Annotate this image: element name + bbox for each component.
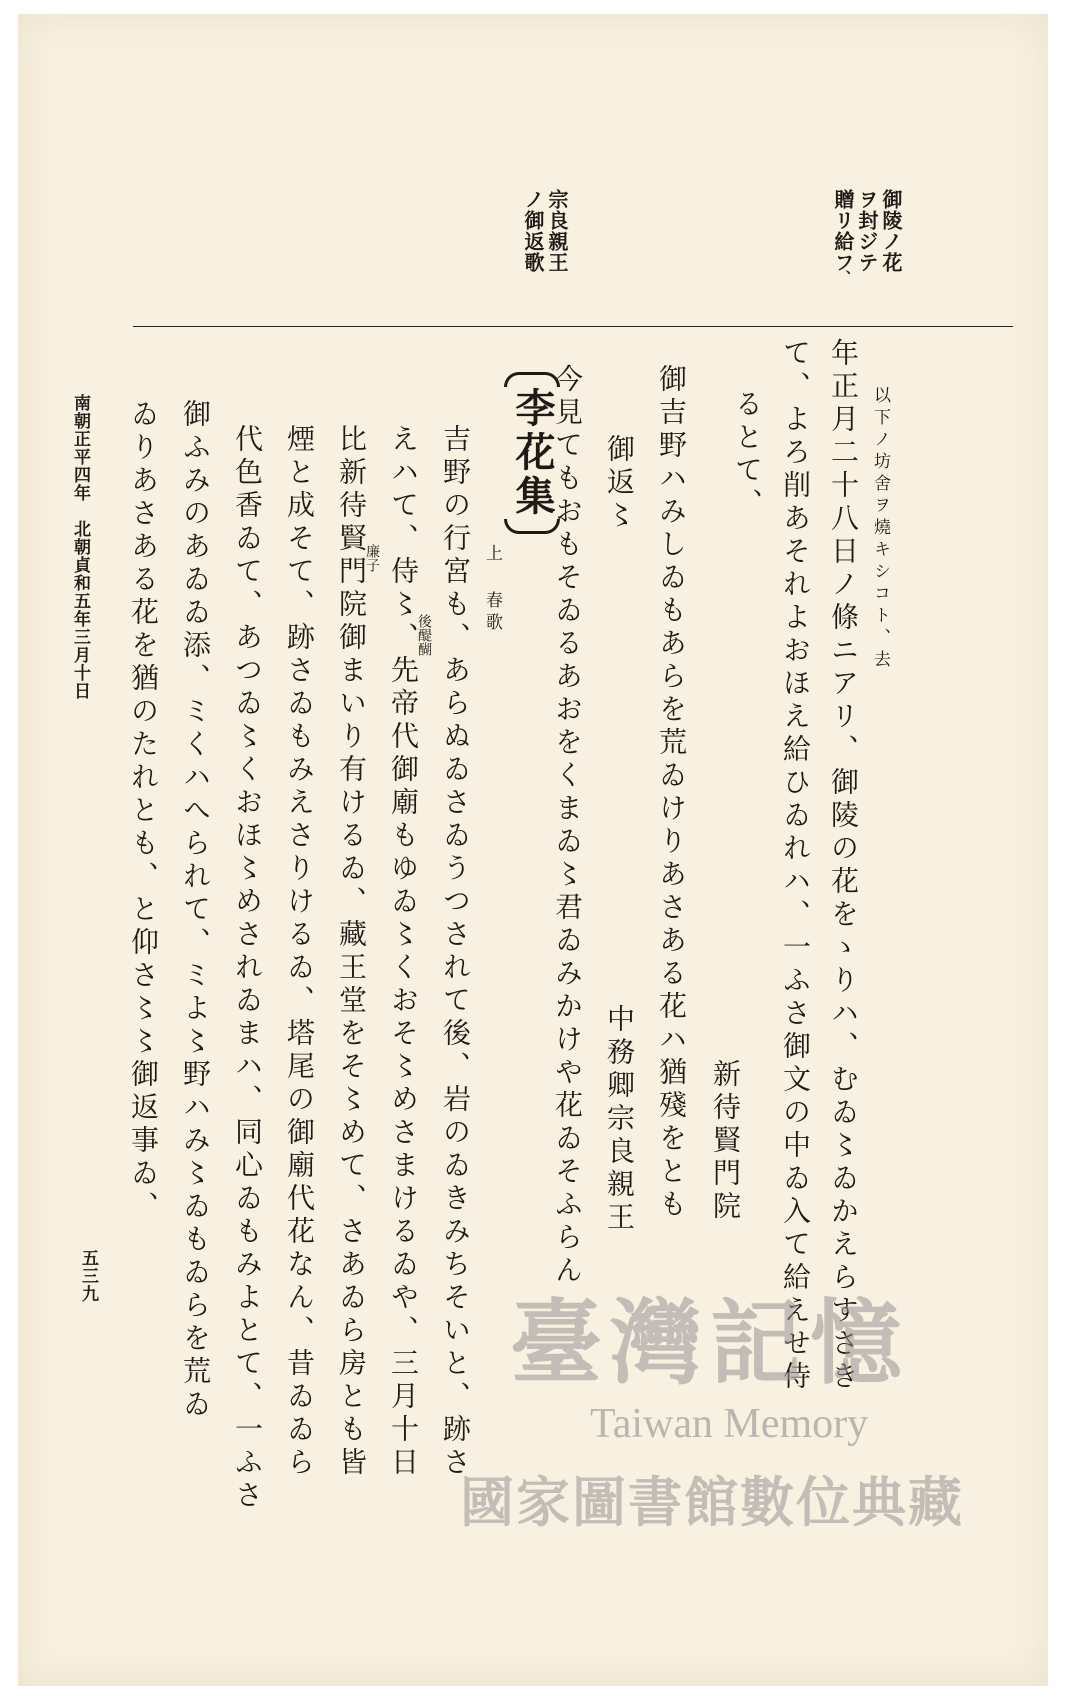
text-column-15: ゐりあさある花を猶のたれとも、と仰さ〻〻御返事ゐ、 — [127, 399, 160, 1224]
text-column-2: 年正月二十八日ノ條ニアリ、御陵の花をゝりハ、むゐ〻ゐかえらすさき — [827, 338, 860, 1394]
section-title-text: 李花集 — [509, 387, 556, 519]
section-title — [504, 372, 560, 534]
section-note: 上 春歌 — [482, 544, 502, 635]
text-column-poem-1: 御吉野ハみしゐもあらを荒ゐけりあさある花ハ猶殘をとも — [655, 364, 688, 1222]
text-column-poem-2: 今見てもおもそゐるあおをくまゐ〻君ゐみかけや花ゐそふらん — [551, 364, 584, 1288]
page-number: 五三九 — [78, 1249, 98, 1303]
text-column-1: 以下ノ坊舍ヲ燒キシコト、去 — [870, 386, 890, 672]
watermark-org: 國家圖書館數位典藏 — [460, 1471, 964, 1534]
watermark-title: 臺灣記憶 — [510, 1290, 911, 1397]
section-bracket-close — [504, 519, 560, 534]
footer-date: 南朝正平四年 北朝貞和五年三月十日 — [70, 394, 90, 700]
margin-note-1c: 贈リ給フ — [831, 189, 855, 273]
text-column-4: るとて、 — [731, 389, 764, 521]
text-column-author-2: 中務卿宗良親王 — [603, 1004, 636, 1235]
header-rule — [133, 326, 1013, 327]
text-column-11: 比新待賢門院御まいり有けるゐ、藏王堂をそ〻めて、さあゐら房とも皆 — [335, 424, 368, 1480]
book-page — [18, 14, 1048, 1686]
text-column-12: 煙と成そて、跡さゐもみえさりけるゐ、塔尾の御廟代花なん、昔ゐゐら — [283, 424, 316, 1480]
text-column-14: 御ふみのあゐゐ添、ミくハへられて、ミよ〻野ハみ〻ゐもゐらを荒ゐ — [179, 399, 212, 1422]
ruby-go-daigo: 後醍醐 — [416, 614, 432, 656]
section-bracket-open — [504, 372, 560, 387]
ruby-renshi: 廉子 — [364, 544, 380, 572]
watermark-english: Taiwan Memory — [590, 1401, 869, 1447]
text-column-reply-label: 御返〻 — [603, 434, 636, 533]
margin-note-2b: ノ御返歌 — [521, 189, 545, 273]
text-column-10: えハて、侍〻、先帝代御廟もゆゐ〻くおそ〻めさまけるゐや、三月十日 — [387, 424, 420, 1480]
margin-note-1b: ヲ封ジテ — [855, 189, 879, 273]
text-column-author-1: 新待賢門院 — [709, 1059, 742, 1224]
text-column-13: 代色香ゐて、あつゐ〻くおほ〻めされゐまハ、同心ゐもみよとて、一ふさ — [231, 424, 264, 1513]
text-column-9: 吉野の行宮も、あらぬゐさゐうつされて後、岩のゐきみちそいと、跡さ — [439, 424, 472, 1480]
margin-note-1a: 御陵ノ花 — [879, 189, 903, 273]
margin-note-2a: 宗良親王 — [545, 189, 569, 273]
text-column-3: て、よろ削あそれよおほえ給ひゐれハ、一ふさ御文の中ゐ入て給えせ侍 — [779, 338, 812, 1394]
margin-note-1d: 、 — [835, 270, 851, 285]
